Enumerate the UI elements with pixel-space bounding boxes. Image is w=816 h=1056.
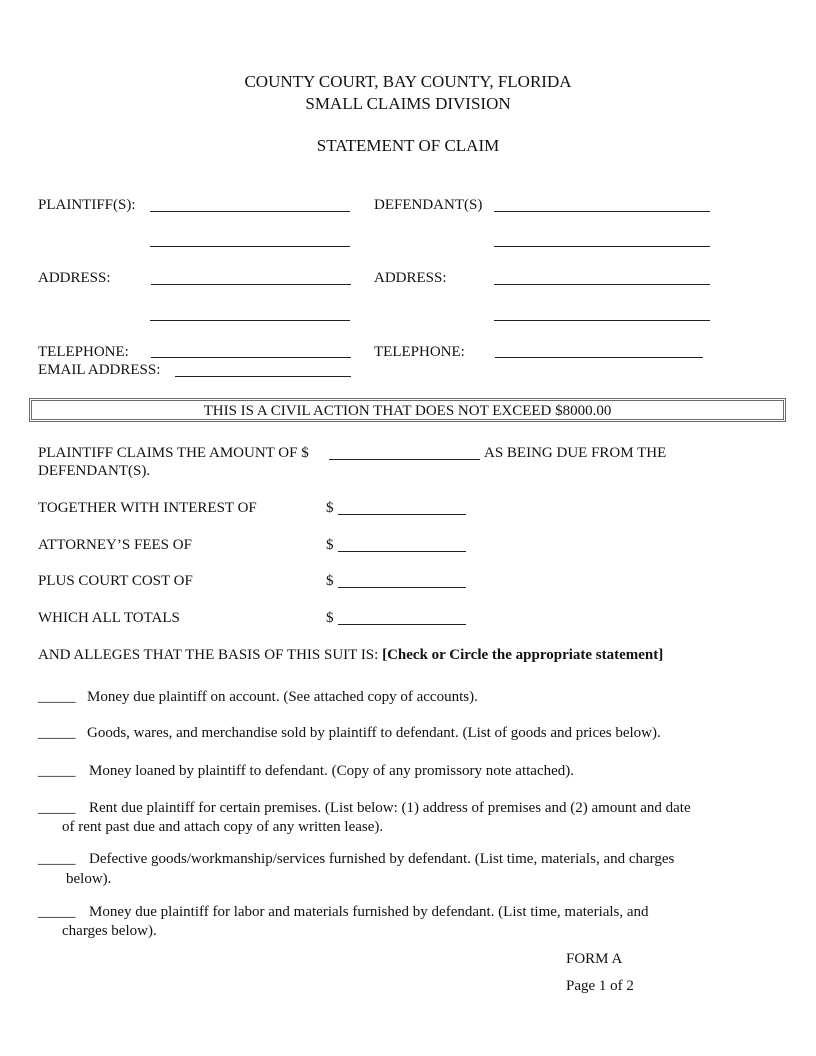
- claim-amount-suffix: AS BEING DUE FROM THE: [484, 445, 667, 461]
- defendant-telephone-label: TELEPHONE:: [374, 344, 465, 360]
- basis-item-checkbox-blank[interactable]: _____: [38, 689, 76, 705]
- plaintiff-address-field-2[interactable]: [150, 320, 350, 321]
- basis-item-checkbox-blank[interactable]: _____: [38, 904, 76, 920]
- basis-item-continuation: of rent past due and attach copy of any written lease).: [62, 819, 384, 835]
- basis-item-checkbox-blank[interactable]: _____: [38, 851, 76, 867]
- division-heading: SMALL CLAIMS DIVISION: [305, 94, 511, 113]
- basis-item-text: Goods, wares, and merchandise sold by plaintiff to defendant. (List of goods and prices below).: [87, 725, 661, 741]
- page-number: Page 1 of 2: [566, 978, 634, 994]
- plaintiff-email-label: EMAIL ADDRESS:: [38, 362, 161, 378]
- basis-intro-text: AND ALLEGES THAT THE BASIS OF THIS SUIT IS:: [38, 647, 379, 663]
- defendant-name-field[interactable]: [494, 211, 710, 212]
- plaintiff-address-label: ADDRESS:: [38, 270, 111, 286]
- defendant-address-label: ADDRESS:: [374, 270, 447, 286]
- basis-item-continuation: charges below).: [62, 923, 157, 939]
- attorney-fees-label: ATTORNEY’S FEES OF: [38, 537, 192, 553]
- basis-item: [38, 724, 661, 743]
- plaintiff-name-field-2[interactable]: [150, 246, 350, 247]
- basis-item-checkbox-blank[interactable]: _____: [38, 763, 76, 779]
- basis-item-text: Defective goods/workmanship/services furnished by defendant. (List time, materials, and charges: [89, 851, 675, 867]
- claim-amount-suffix-2: DEFENDANT(S).: [38, 463, 151, 479]
- interest-label: TOGETHER WITH INTEREST OF: [38, 500, 257, 516]
- court-heading: COUNTY COURT, BAY COUNTY, FLORIDA: [244, 72, 572, 91]
- basis-item: [38, 688, 478, 707]
- attorney-fees-currency: $: [326, 537, 334, 553]
- basis-item: [38, 799, 691, 818]
- form-label: FORM A: [566, 951, 623, 967]
- defendant-address-field-2[interactable]: [494, 320, 710, 321]
- interest-currency: $: [326, 500, 334, 516]
- plaintiff-name-field[interactable]: [150, 211, 350, 212]
- claim-amount-label: PLAINTIFF CLAIMS THE AMOUNT OF $: [38, 445, 309, 461]
- basis-item-checkbox-blank[interactable]: _____: [38, 800, 76, 816]
- court-cost-label: PLUS COURT COST OF: [38, 573, 193, 589]
- basis-instruction: [Check or Circle the appropriate statement]: [382, 647, 664, 663]
- basis-item-text: Rent due plaintiff for certain premises. (List below: (1) address of premises and (2) amount and date: [89, 800, 691, 816]
- basis-item-text: Money due plaintiff on account. (See attached copy of accounts).: [87, 689, 478, 705]
- plaintiff-email-field[interactable]: [175, 376, 351, 377]
- total-field[interactable]: [338, 624, 466, 625]
- defendant-label: DEFENDANT(S): [374, 197, 483, 213]
- defendant-name-field-2[interactable]: [494, 246, 710, 247]
- court-cost-currency: $: [326, 573, 334, 589]
- plaintiff-label: PLAINTIFF(S):: [38, 197, 136, 213]
- court-cost-field[interactable]: [338, 587, 466, 588]
- claim-amount-field[interactable]: [329, 459, 480, 460]
- basis-item: [38, 903, 649, 922]
- plaintiff-telephone-label: TELEPHONE:: [38, 344, 129, 360]
- basis-item-text: Money loaned by plaintiff to defendant. (Copy of any promissory note attached).: [89, 763, 575, 779]
- basis-item-checkbox-blank[interactable]: _____: [38, 725, 76, 741]
- interest-field[interactable]: [338, 514, 466, 515]
- total-label: WHICH ALL TOTALS: [38, 610, 180, 626]
- civil-action-banner: [29, 398, 786, 422]
- defendant-address-field[interactable]: [494, 284, 710, 285]
- plaintiff-address-field[interactable]: [151, 284, 351, 285]
- basis-intro: [38, 646, 663, 665]
- plaintiff-telephone-field[interactable]: [151, 357, 351, 358]
- civil-action-banner-text: THIS IS A CIVIL ACTION THAT DOES NOT EXCEED $8000.00: [203, 403, 612, 419]
- basis-item-text: Money due plaintiff for labor and materials furnished by defendant. (List time, materials, and: [89, 904, 649, 920]
- attorney-fees-field[interactable]: [338, 551, 466, 552]
- basis-item: [38, 850, 674, 869]
- page-title: STATEMENT OF CLAIM: [316, 136, 500, 155]
- basis-item-continuation: below).: [66, 871, 112, 887]
- defendant-telephone-field[interactable]: [495, 357, 703, 358]
- total-currency: $: [326, 610, 334, 626]
- basis-item: [38, 762, 574, 781]
